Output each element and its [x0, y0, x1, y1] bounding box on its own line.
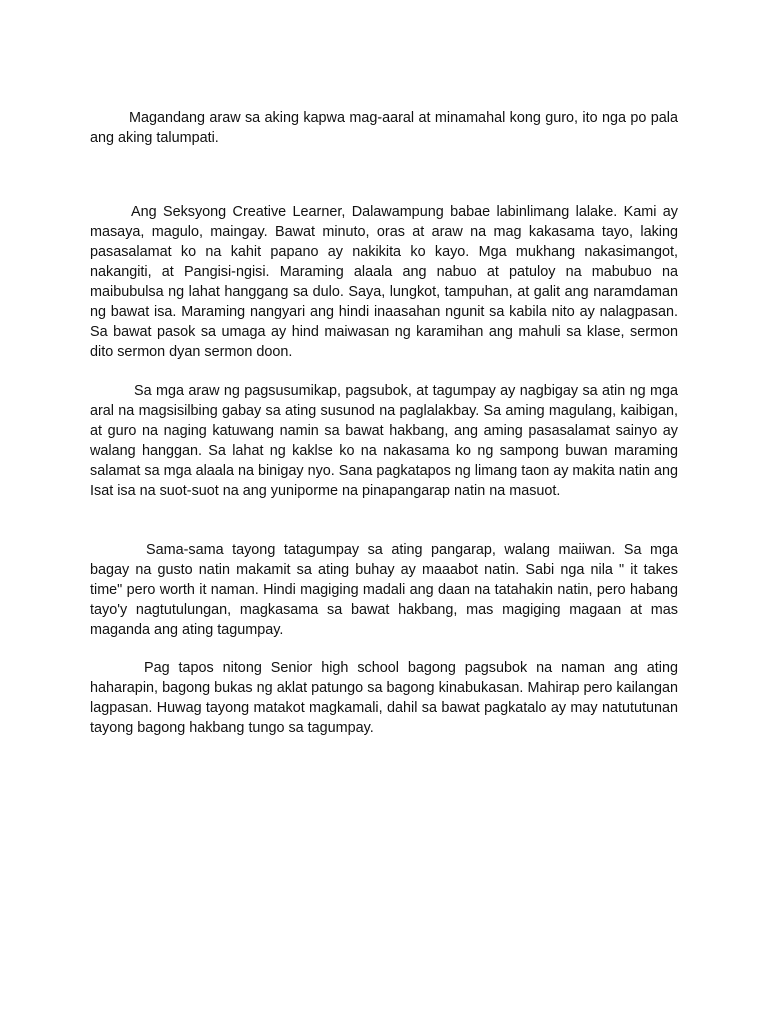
paragraph-gratitude: Sa mga araw ng pagsusumikap, pagsubok, at tagumpay ay nagbigay sa atin ng mga aral na magsisilbing gabay sa ating susunod na paglalakbay. Sa aming magulang, kaibigan, at guro na naging katuwang namin sa bawat hakbang, ang aming pasasalamat sainyo ay walang hanggan. Sa lahat ng kaklse ko na nakasama ko ng sampong buwan maraming salamat sa mga alaala na binigay nyo. Sana pagkatapos ng limang taon ay makita natin ang Isat isa na suot-suot na ang yuniporme na pinapangarap natin na masuot.	[90, 383, 678, 499]
paragraph-section-intro: Ang Seksyong Creative Learner, Dalawampung babae labinlimang lalake. Kami ay masaya, magulo, maingay. Bawat minuto, oras at araw na mag kakasama tayo, laking pasasalamat ko na kahit papano ay nakikita ko kayo. Mga mukhang nakasimangot, nakangiti, at Pangisi-ngisi. Maraming alaala ang nabuo at patuloy na mabubuo na maibubulsa ng lahat hanggang sa dulo. Saya, lungkot, tampuhan, at galit ang naramdaman ng bawat isa. Maraming nangyari ang hindi inaasahan ngunit sa kabila nito ay nalagpasan. Sa bawat pasok sa umaga ay hind maiwasan ng karamihan ang mahuli sa klase, sermon dito sermon dyan sermon doon.	[90, 204, 678, 360]
paragraph-greeting: Magandang araw sa aking kapwa mag-aaral at minamahal kong guro, ito nga po pala ang aking talumpati.	[90, 110, 678, 146]
paragraph-future: Pag tapos nitong Senior high school bagong pagsubok na naman ang ating haharapin, bagong bukas ng aklat patungo sa bagong kinabukasan. Mahirap pero kailangan lagpasan. Huwag tayong matakot magkamali, dahil sa bawat pagkatalo ay may natututunan tayong bagong hakbang tungo sa tagumpay.	[90, 660, 678, 736]
paragraph-together: Sama-sama tayong tatagumpay sa ating pangarap, walang maiiwan. Sa mga bagay na gusto natin makamit sa ating buhay ay maaabot natin. Sabi nga nila " it takes time" pero worth it naman. Hindi magiging madali ang daan na tatahakin natin, pero habang tayo'y nagtutulungan, magkasama sa bawat hakbang, mas magiging magaan at mas maganda ang ating tagumpay.	[90, 542, 678, 638]
